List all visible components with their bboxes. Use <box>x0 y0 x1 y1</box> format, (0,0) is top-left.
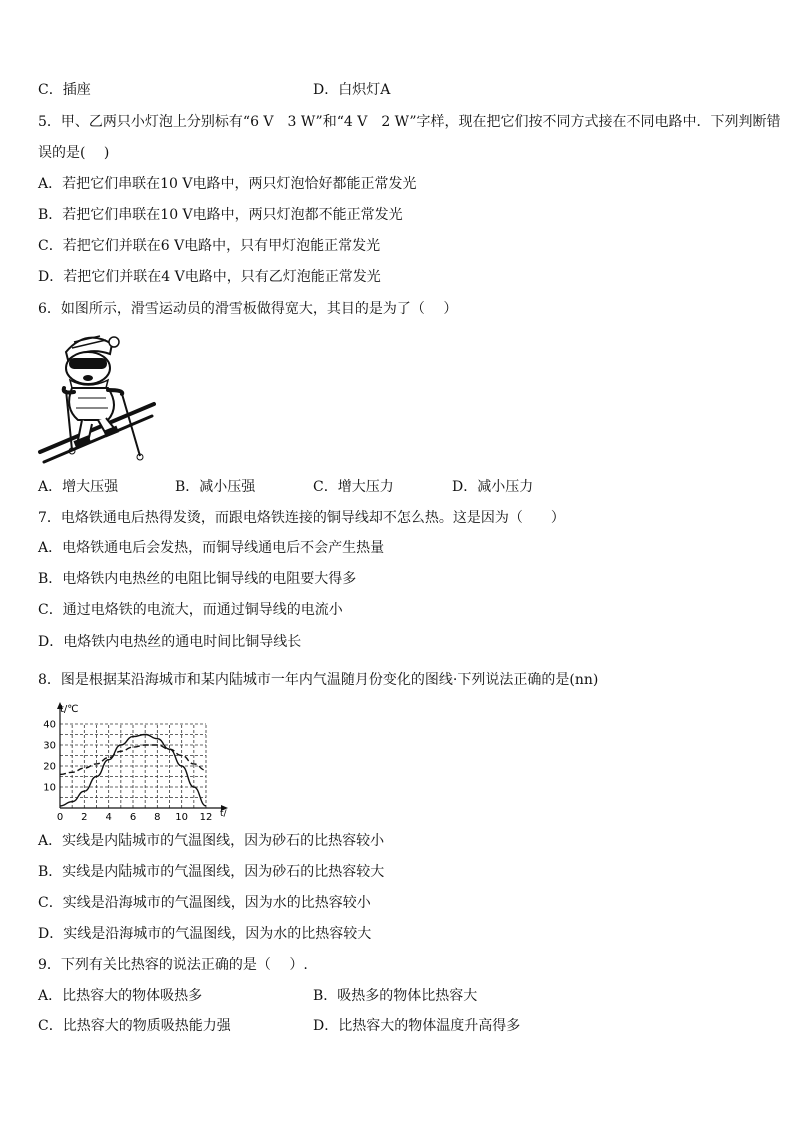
y-tick-label: 10 <box>43 782 56 794</box>
q6-option-a: A．增大压强 <box>38 479 119 495</box>
chart-ylabel: t/℃ <box>60 704 79 715</box>
q4-option-c: C．插座 <box>38 82 91 98</box>
q5-stem: 5．甲、乙两只小灯泡上分别标有“6 V 3 W”和“4 V 2 W”字样，现在把它们按不同方式接在不同电路中．下列判断错 <box>38 114 781 130</box>
q5-option-a: A．若把它们串联在10 V电路中，两只灯泡恰好都能正常发光 <box>38 176 417 192</box>
x-tick-label: 10 <box>175 812 189 823</box>
q8-option-a: A．实线是内陆城市的气温图线，因为砂石的比热容较小 <box>38 833 385 849</box>
q6-stem: 6．如图所示，滑雪运动员的滑雪板做得宽大，其目的是为了（ ） <box>38 301 458 317</box>
q5-option-c: C．若把它们并联在6 V电路中，只有甲灯泡能正常发光 <box>38 238 381 254</box>
q8-option-c: C．实线是沿海城市的气温图线，因为水的比热容较小 <box>38 895 371 911</box>
q9-option-c: C．比热容大的物质吸热能力强 <box>38 1018 231 1034</box>
q8-stem: 8．图是根据某沿海城市和某内陆城市一年内气温随月份变化的图线·下列说法正确的是(nn) <box>38 672 599 688</box>
q9-option-b: B．吸热多的物体比热容大 <box>313 988 478 1004</box>
q7-stem: 7．电烙铁通电后热得发烫，而跟电烙铁连接的铜导线却不怎么热。这是因为（ ） <box>38 510 565 526</box>
q6-option-b: B．减小压强 <box>175 479 256 495</box>
q9-option-a: A．比热容大的物体吸热多 <box>38 988 203 1004</box>
q8-option-b: B．实线是内陆城市的气温图线，因为砂石的比热容较大 <box>38 864 385 880</box>
q6-option-d: D．减小压力 <box>452 479 534 495</box>
q5-stem-cont: 误的是( ) <box>38 145 110 161</box>
x-tick-label: 4 <box>105 812 112 823</box>
q9-option-d: D．比热容大的物体温度升高得多 <box>313 1018 521 1034</box>
temperature-chart <box>36 700 236 830</box>
x-tick-label: 0 <box>56 812 64 823</box>
x-tick-label: 12 <box>199 812 213 823</box>
q8-option-d: D．实线是沿海城市的气温图线，因为水的比热容较大 <box>38 926 372 942</box>
q7-option-d: D．电烙铁内电热丝的通电时间比铜导线长 <box>38 634 302 650</box>
y-tick-label: 40 <box>43 719 56 731</box>
q5-option-d: D．若把它们并联在4 V电路中，只有乙灯泡能正常发光 <box>38 269 381 285</box>
q7-option-a: A．电烙铁通电后会发热，而铜导线通电后不会产生热量 <box>38 540 385 556</box>
y-tick-label: 30 <box>43 740 56 752</box>
q7-option-c: C．通过电烙铁的电流大，而通过铜导线的电流小 <box>38 602 343 618</box>
q4-option-d: D．白炽灯A <box>313 82 391 98</box>
dashed-series-line <box>60 745 206 774</box>
q9-stem: 9．下列有关比热容的说法正确的是（ ）. <box>38 957 308 973</box>
skier-figure <box>36 328 156 468</box>
q5-option-b: B．若把它们串联在10 V电路中，两只灯泡都不能正常发光 <box>38 207 403 223</box>
chart-axes <box>57 702 228 811</box>
q6-option-c: C．增大压力 <box>313 479 394 495</box>
q7-option-b: B．电烙铁内电热丝的电阻比铜导线的电阻要大得多 <box>38 571 357 587</box>
x-tick-label: 2 <box>81 812 88 823</box>
x-tick-label: 6 <box>129 812 137 823</box>
x-tick-label: 8 <box>154 812 161 823</box>
y-tick-label: 20 <box>43 761 56 773</box>
chart-xlabel: t/ <box>220 809 227 819</box>
